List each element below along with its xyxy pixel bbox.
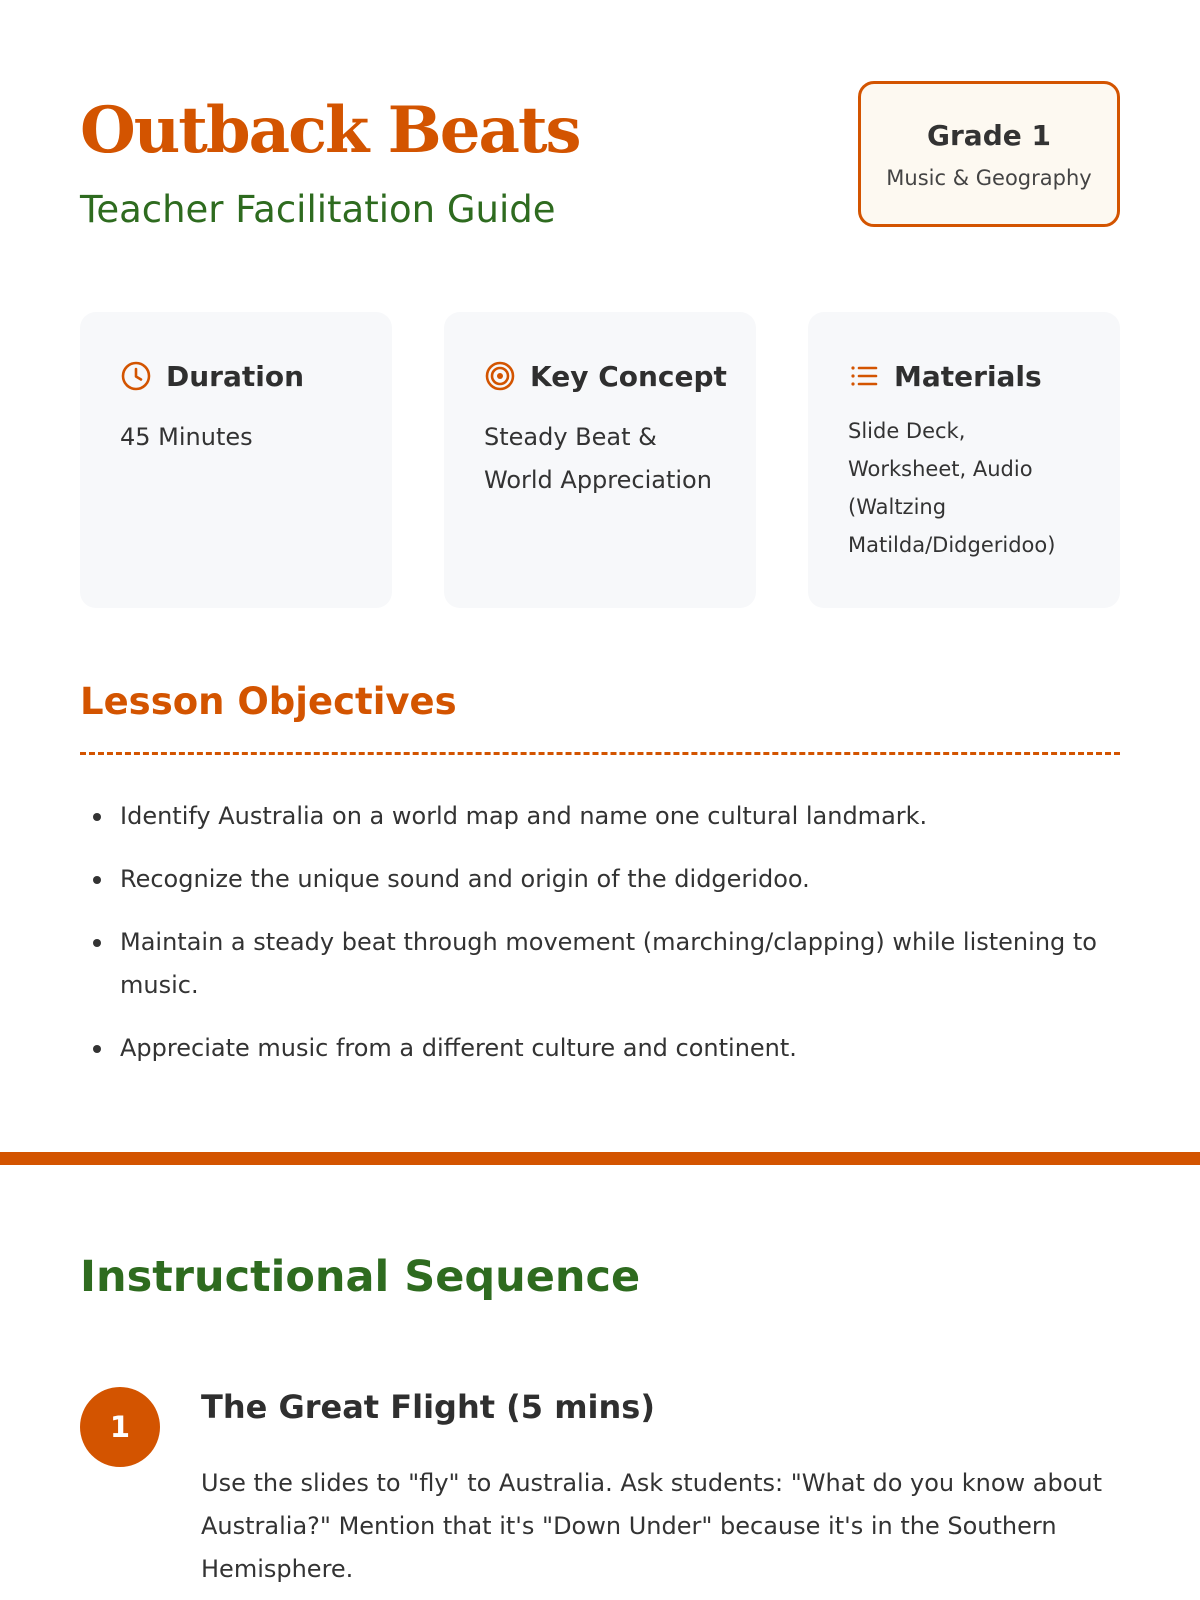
objectives-heading: Lesson Objectives <box>80 680 457 723</box>
section-divider <box>0 1152 1200 1165</box>
page-subtitle: Teacher Facilitation Guide <box>80 188 556 232</box>
grade-badge <box>858 81 1120 227</box>
step-number-badge: 1 <box>80 1387 160 1467</box>
materials-card <box>808 312 1120 608</box>
header <box>80 93 580 233</box>
objective-item: Maintain a steady beat through movement (marching/clapping) while listening to music. <box>120 921 1120 1007</box>
key-concept-value: Steady Beat & World Appreciation <box>484 423 712 494</box>
info-cards <box>80 312 1120 608</box>
step-title: The Great Flight (5 mins) <box>201 1388 655 1426</box>
materials-value: Slide Deck, Worksheet, Audio (Waltzing Matilda/Didgeridoo) <box>848 419 1056 557</box>
objective-item: Appreciate music from a different culture and continent. <box>120 1027 1120 1070</box>
objective-item: Identify Australia on a world map and name one cultural landmark. <box>120 795 1120 838</box>
duration-value: 45 Minutes <box>120 423 253 451</box>
objectives-list <box>120 795 1120 1090</box>
duration-title: Duration <box>166 359 305 393</box>
key-concept-card <box>444 312 756 608</box>
page-title: Outback Beats <box>80 93 580 168</box>
grade-label: Grade 1 <box>927 118 1051 152</box>
materials-title: Materials <box>894 359 1042 393</box>
list-icon <box>848 360 880 392</box>
key-concept-title: Key Concept <box>530 359 727 393</box>
subject-label: Music & Geography <box>886 165 1092 190</box>
target-icon <box>484 360 516 392</box>
dashed-divider <box>80 752 1120 755</box>
objective-item: Recognize the unique sound and origin of the didgeridoo. <box>120 858 1120 901</box>
sequence-heading: Instructional Sequence <box>80 1252 641 1302</box>
duration-card <box>80 312 392 608</box>
clock-icon <box>120 360 152 392</box>
step-description: Use the slides to "fly" to Australia. Ask students: "What do you know about Australia?" Mention that it's "Down Under" because it's in the Southern Hemisphere. <box>201 1469 1103 1583</box>
